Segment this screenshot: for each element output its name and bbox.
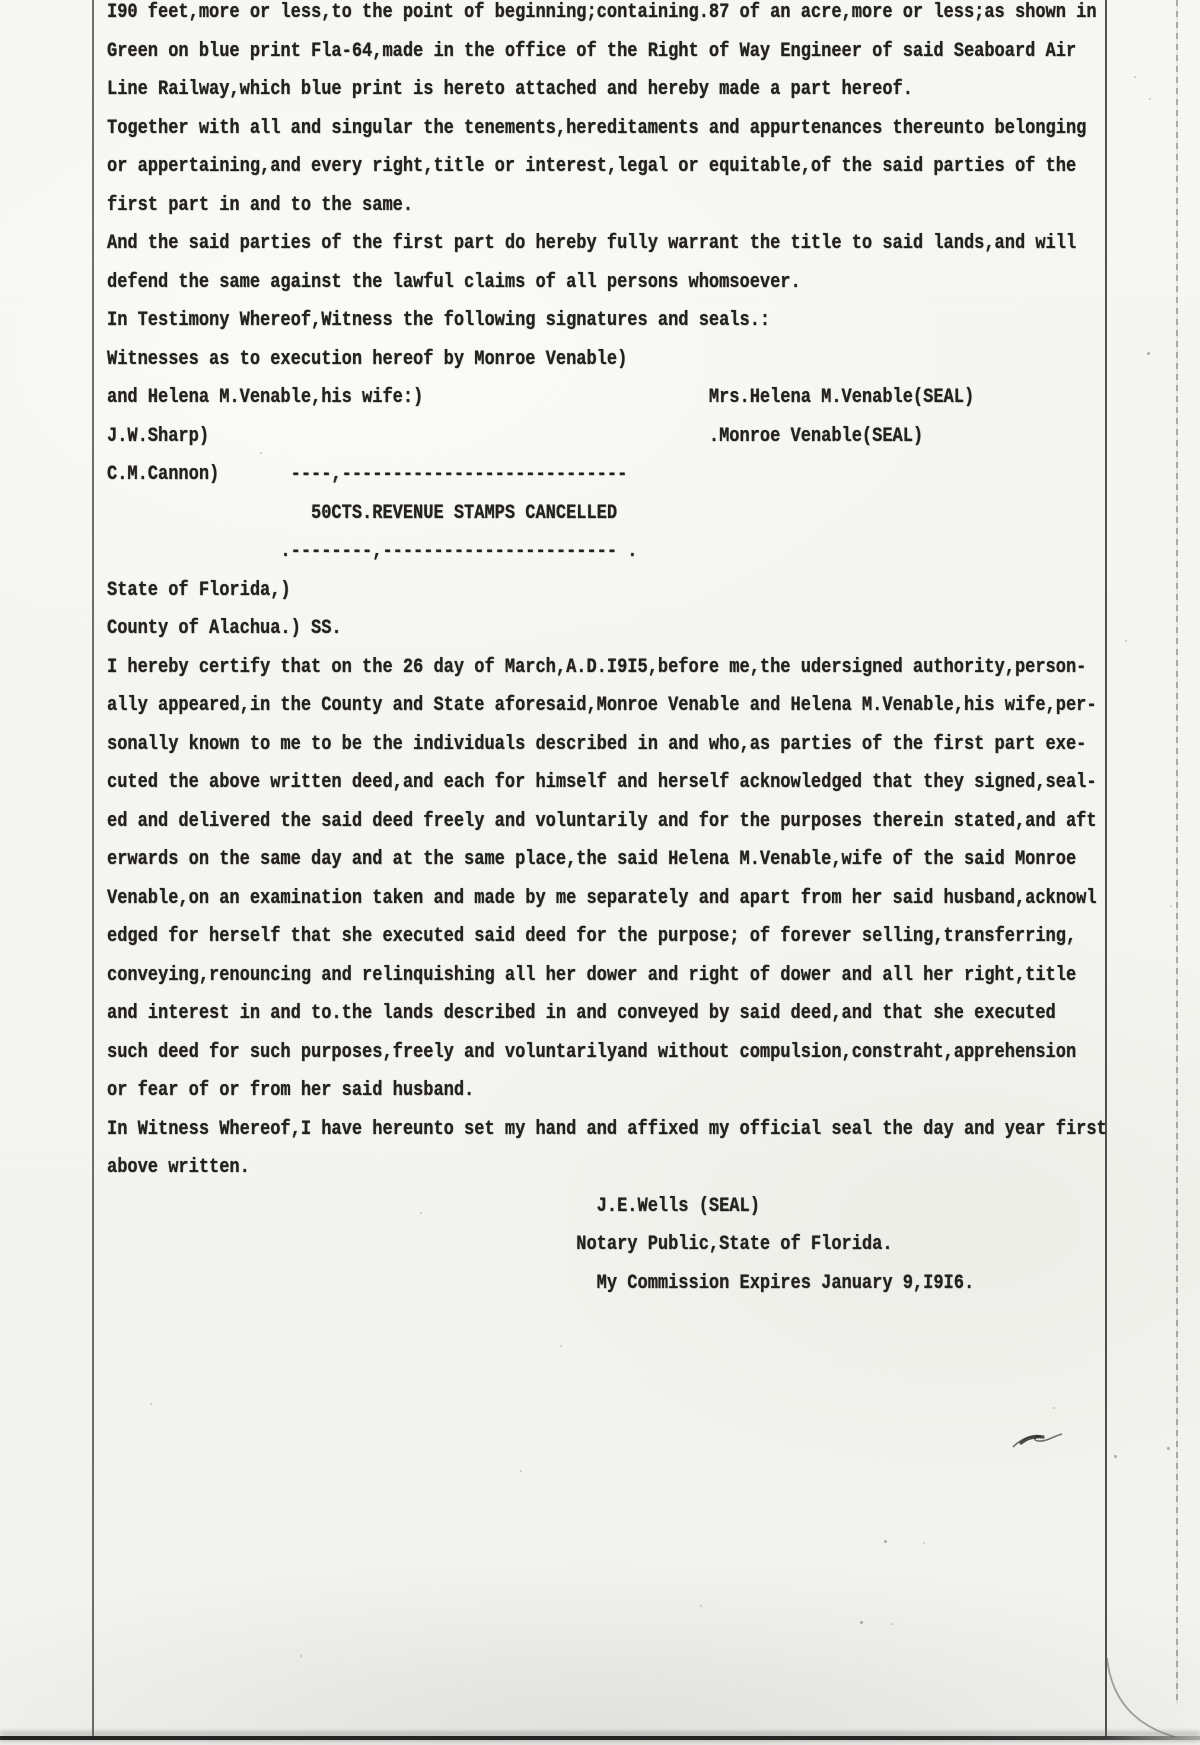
left-margin-rule: [92, 0, 94, 1740]
scan-speck: [1147, 352, 1150, 355]
scan-speck: [980, 735, 982, 737]
scan-speck: [884, 1540, 887, 1543]
document-line: J.W.Sharp) .Monroe Venable(SEAL): [107, 424, 924, 449]
scan-speck: [1149, 98, 1151, 100]
scan-speck: [300, 1655, 302, 1657]
document-line: above written.: [107, 1156, 250, 1180]
scan-speck: [891, 1623, 893, 1625]
scan-speck: [1170, 905, 1172, 907]
scan-speck: [1167, 1447, 1170, 1450]
document-line: Green on blue print Fla-64,made in the office of the Right of Way Engineer of said Seaboard Air: [107, 39, 1077, 64]
document-line: Notary Public,State of Florida.: [107, 1233, 893, 1257]
document-line: defend the same against the lawful claims of all persons whomsoever.: [107, 270, 801, 295]
scan-speck: [700, 1605, 702, 1607]
document-line: J.E.Wells (SEAL): [107, 1194, 760, 1219]
document-line: Witnesses as to execution hereof by Monroe Venable): [107, 347, 628, 372]
scan-speck: [150, 1403, 152, 1405]
scan-speck: [923, 1542, 925, 1544]
document-line: first part in and to the same.: [107, 193, 414, 218]
document-line: 50CTS.REVENUE STAMPS CANCELLED: [107, 501, 618, 526]
document-line: ed and delivered the said deed freely and voluntarily and for the purposes therein stated,and aft: [107, 809, 1097, 834]
pen-squiggle-mark: [1005, 1425, 1080, 1460]
scan-speck: [560, 1345, 562, 1347]
document-line: or appertaining,and every right,title or interest,legal or equitable,of the said parties of the: [107, 155, 1077, 179]
document-line: cuted the above written deed,and each for himself and herself acknowledged that they signed,seal-: [107, 771, 1097, 795]
document-line: such deed for such purposes,freely and voluntarilyand without compulsion,constraht,apprehension: [107, 1040, 1077, 1065]
scan-speck: [520, 1470, 522, 1472]
document-line: I hereby certify that on the 26 day of March,A.D.I9I5,before me,the udersigned authority,person-: [107, 655, 1087, 680]
document-line: conveying,renouncing and relinquishing all her dower and right of dower and all her right,title: [107, 963, 1077, 988]
document-text: [107, 0, 1167, 1304]
scan-speck: [1125, 640, 1127, 642]
scan-speck: [1053, 1407, 1055, 1409]
right-margin-rule-faint: [1176, 0, 1178, 1705]
document-line: or fear of or from her said husband.: [107, 1079, 475, 1103]
document-line: Together with all and singular the tenements,hereditaments and appurtenances thereunto belonging: [107, 116, 1087, 141]
page-corner-curl: [1100, 1640, 1200, 1742]
document-line: State of Florida,): [107, 578, 291, 603]
document-line: My Commission Expires January 9,I9I6.: [107, 1271, 975, 1296]
document-line: .--------,----------------------- .: [107, 540, 638, 564]
scan-speck: [1134, 76, 1136, 78]
document-line: I90 feet,more or less,to the point of beginning;containing.87 of an acre,more or less;as shown in: [107, 1, 1097, 25]
document-line: ally appeared,in the County and State aforesaid,Monroe Venable and Helena M.Venable,his wife,per-: [107, 694, 1097, 718]
document-line: and Helena M.Venable,his wife:) Mrs.Helena M.Venable(SEAL): [107, 386, 975, 410]
document-line: In Witness Whereof,I have hereunto set my hand and affixed my official seal the day and year first: [107, 1117, 1107, 1142]
document-line: erwards on the same day and at the same place,the said Helena M.Venable,wife of the said Monroe: [107, 848, 1077, 872]
document-line: C.M.Cannon) ----,----------------------------: [107, 463, 628, 487]
scan-speck: [860, 1621, 863, 1624]
document-line: County of Alachua.) SS.: [107, 617, 342, 641]
document-line: In Testimony Whereof,Witness the following signatures and seals.:: [107, 309, 771, 333]
scan-speck: [1114, 1455, 1117, 1458]
scan-speck: [420, 1212, 422, 1214]
document-line: edged for herself that she executed said deed for the purpose; of forever selling,transferring,: [107, 925, 1077, 949]
document-line: Venable,on an examination taken and made by me separately and apart from her said husband,acknowl: [107, 886, 1097, 911]
page-bottom-edge-line: [0, 1736, 1200, 1740]
scan-speck: [260, 452, 262, 454]
document-line: Line Railway,which blue print is hereto attached and hereby made a part hereof.: [107, 78, 913, 102]
document-line: And the said parties of the first part do hereby fully warrant the title to said lands,and will: [107, 232, 1077, 256]
document-line: sonally known to me to be the individuals described in and who,as parties of the first part exe-: [107, 732, 1087, 757]
document-line: and interest in and to.the lands described in and conveyed by said deed,and that she executed: [107, 1002, 1056, 1026]
